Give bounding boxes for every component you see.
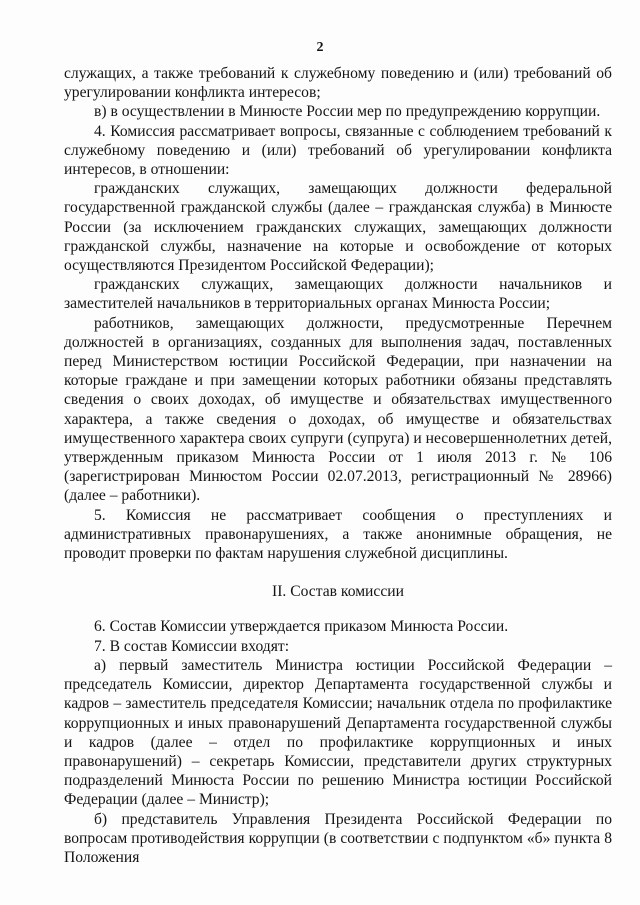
spacer bbox=[64, 563, 612, 582]
paragraph-4: 4. Комиссия рассматривает вопросы, связанные с соблюдением требований к служебному поведению и (или) требований об урегулировании конфликта интересов, в отношении: bbox=[64, 122, 612, 179]
spacer bbox=[64, 601, 612, 617]
paragraph-item-b: б) представитель Управления Президента Российской Федерации по вопросам противодействия коррупции (в соответствии с подпунктом «б» пункта 8 Положения bbox=[64, 810, 612, 866]
paragraph-employees: работников, замещающих должности, предусмотренные Перечнем должностей в организациях, созданных для выполнения задач, поставленных перед Министерством юстиции Российской Федерации, при назначении на которые граждане и при замещении которых работники обязаны представлять сведения о своих доходах, об имуществе и обязательствах имущественного характера, а также сведения о доходах, об имуществе и обязательствах имущественного характера своих супруги (супруга) и несовершеннолетних детей, утвержденным приказом Минюста России от 1 июля 2013 г. № 106 (зарегистрирован Минюстом России 02.07.2013, регистрационный № 28966) (далее – работники). bbox=[64, 314, 612, 505]
paragraph-item-v: в) в осуществлении в Минюсте России мер по предупреждению коррупции. bbox=[94, 103, 601, 121]
page-number: 2 bbox=[316, 40, 324, 55]
paragraph-civil-servants: гражданских служащих, замещающих должности федеральной государственной гражданской службы (далее – гражданская служба) в Минюсте России (за исключением гражданских служащих, замещающих должности гражданской службы, назначение на которые и освобождение от которых осуществляются Президентом Российской Федерации); bbox=[64, 180, 612, 275]
paragraph-7: 7. В состав Комиссии входят: bbox=[94, 637, 290, 655]
document-body bbox=[64, 64, 612, 867]
paragraph-item-a: а) первый заместитель Министра юстиции Российской Федерации – председатель Комиссии, директор Департамента государственной службы и кадров – заместитель председателя Комиссии; начальник отдела по профилактике коррупционных и иных правонарушений Департамента государственной службы и кадров (далее – отдел по профилактике коррупционных и иных правонарушений) – секретарь Комиссии, представители других структурных подразделений Минюста России по решению Министра юстиции Российской Федерации (далее – Министр); bbox=[64, 656, 612, 809]
paragraph-continuation: служащих, а также требований к служебному поведению и (или) требований об урегулировании конфликта интересов; bbox=[64, 65, 612, 102]
section-heading: II. Состав комиссии bbox=[272, 583, 404, 601]
paragraph-6: 6. Состав Комиссии утверждается приказом Минюста России. bbox=[94, 618, 509, 636]
paragraph-5: 5. Комиссия не рассматривает сообщения о преступлениях и административных правонарушениях, а также анонимные обращения, не проводит проверки по фактам нарушения служебной дисциплины. bbox=[64, 506, 612, 563]
paragraph-territorial-heads: гражданских служащих, замещающих должности начальников и заместителей начальников в территориальных органах Минюста России; bbox=[64, 276, 612, 313]
